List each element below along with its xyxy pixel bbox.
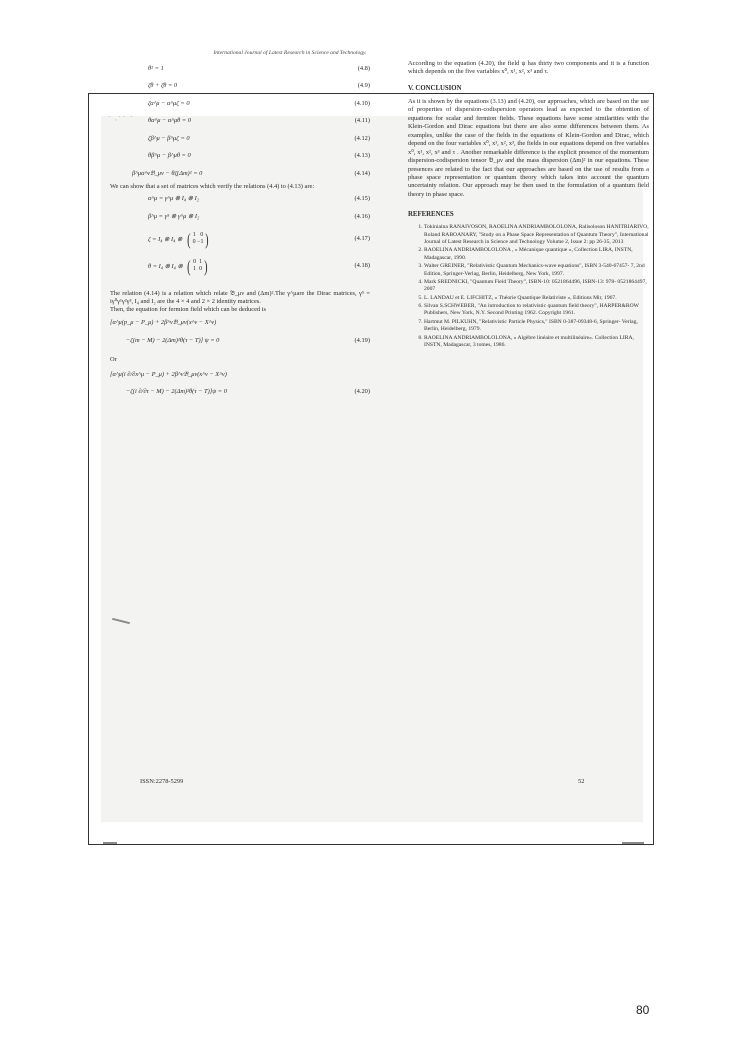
issn: ISSN:2278-5299 (140, 778, 184, 785)
reference-item: 6. Silvan S.SCHWEBER, "An introduction to relativistic quantum field theory", HARPER&ROW Publishers, New York, N.Y. Second Printing 1962. Copyright 1961. (424, 303, 649, 318)
references-list (408, 224, 649, 349)
reference-item: 7. Hartmut M. PILKUHN, "Relativistic Particle Physics," ISBN 0-387-09348-6, Springer- Verlag, Berlin, Heidelberg, 1979. (424, 319, 649, 334)
reference-item: 8. RAOELINA ANDRIAMBOLOLONA, « Algèbre linéaire et multilinéaire». Collection LIRA, INSTN, Madagascar, 3 tomes, 1986. (424, 335, 649, 350)
equation-4-16: β^μ = γ⁵ ⊗ γ^μ ⊗ I₂ (4.16) (148, 212, 370, 220)
running-header: International Journal of Latest Research in Science and Technology. (213, 50, 367, 56)
equation-4-18: θ = I₄ ⊗ I₄ ⊗ ( 0 1 1 0 ) (4.18) (148, 256, 370, 276)
reference-item: 2. RAOELINA ANDRIAMBOLOLONA , « Mécanique quantique », Collection LIRA, INSTN, Madagascar, 1990. (424, 247, 649, 262)
reference-item: 3. Walter GREINER, "Relativistic Quantum Mechanics-wave equations", ISBN 3-540-67457- 7, 2nd Edition, Springer-Verlag, Berlin, Heidelberg, New York, 1997. (424, 263, 649, 278)
equation-4-15: α^μ = γ^μ ⊗ I₄ ⊗ I₂ (4.15) (148, 195, 370, 203)
scan-mark: ˙ ·˙˙ ˙ (107, 116, 134, 126)
journal-page-number: 52 (578, 778, 585, 785)
left-column (110, 60, 370, 401)
right-column (408, 60, 649, 350)
equation-4-8: θ² = 1 (4.8) (148, 64, 370, 72)
equation-4-14: β^μα^ν𝔅_μν − θζ(Δm)² = 0 (4.14) (132, 169, 370, 177)
paragraph-relation: The relation (4.14) is a relation which relate 𝔅_μν and (Δm)².The γ^μare the Dirac matrices, γ⁵ = iγ⁰γ¹γ²γ³, I₄ and I₂ are the 4 × 4 and 2 × 2 identity matrices. (110, 289, 370, 306)
conclusion-heading: V. CONCLUSION (408, 84, 462, 92)
scan-artifact (622, 842, 644, 844)
matrix-zeta: ( 1 0 0 −1 ) (187, 229, 210, 249)
equation-4-17: ζ = I₄ ⊗ I₄ ⊗ ( 1 0 0 −1 ) (4.17) (148, 229, 370, 249)
or-label: Or (110, 355, 117, 363)
equation-4-9: ζθ + ζθ = 0 (4.9) (148, 82, 370, 90)
reference-item: 5. L. LANDAU et E. LIFCHITZ, « Théorie Quantique Relativiste », Editions Mir, 1967. (424, 295, 649, 302)
references-heading: REFERENCES (408, 211, 454, 219)
equation-4-19: [α^μ(p_μ − P_μ) + 2β^ν𝔅_μν(x^ν − X^ν) −ζ(m − M) − 2(Δm)²θ(τ − T)] ψ = 0 (4.19) (110, 319, 370, 344)
paragraph-field-components: According to the equation (4.20), the field ψ has thirty two components and it is a function which depends on the five variables x⁰, x¹, x², x³ and τ. (408, 60, 649, 76)
equation-4-20: [α^μ(i ∂/∂x^μ − P_μ) + 2β^ν𝔅_μν(x^ν − X^ν) −ζ(i ∂/∂τ − M) − 2(Δm)²θ(τ − T)]ψ = 0 (4.20) (110, 370, 370, 396)
equation-4-13: θβ^μ − β^μθ = 0 (4.13) (148, 152, 370, 160)
conclusion-text: As it is shown by the equations (3.13) and (4.20), our approaches, which are based on the use of properties of dispersion-codispersion operators lead as expected to the obtention of equations for scalar and fermion fields. These equations have some similarities with the Klein-Gordon and Dirac equations but there are also some differences between them. As examples, unlike the case of the fields in the equations of Klein-Gordon and Dirac, which depend on the four variables x⁰, x¹, x², x³, the fields in our equations depend on five variables x⁰, x¹, x², x³ and τ . Another remarkable difference is the explicit presence of the momentum dispersion-codispersion tensor 𝔅_μν and the mass dispersion (Δm)² in our equations. These presences are related to the fact that our approaches are based on the use of results from a phase space representation or quantum theory which takes into account the quantum uncertainty relation. Our approach may be then used in the formulation of a quantum field theory in phase space. (408, 97, 649, 198)
paragraph-matrices: We can show that a set of matrices which verify the relations (4.4) to (4.13) are: (110, 182, 315, 190)
equation-4-12: ζβ^μ − β^μζ = 0 (4.12) (148, 134, 370, 142)
reference-item: 4. Mark SREDNICKI, "Quantum Field Theory", ISBN-10: 0521864496, ISBN-13: 978- 0521864497, 2007 (424, 279, 649, 294)
equation-4-10: ζα^μ − α^μζ = 0 (4.10) (148, 99, 370, 107)
equation-4-11: θα^μ − α^μθ = 0 (4.11) (148, 117, 370, 125)
reference-item: 1. Tokiniaina RANAIVOSON, RAOELINA ANDRIAMBOLOLONA, Ralisoloson HANITRIARIVO, Roland RABOANARY, "Study on a Phase Space Representation of Quantum Theory", International Journal of Latest Research in Science and Technology Volume 2, Issue 2: pp 26-35, 2013 (424, 224, 649, 246)
matrix-theta: ( 0 1 1 0 ) (187, 256, 208, 276)
scan-artifact (103, 842, 117, 844)
paragraph-fermion: Then, the equation for fermion field which can be deduced is (110, 306, 266, 314)
page-number: 80 (636, 1003, 650, 1017)
